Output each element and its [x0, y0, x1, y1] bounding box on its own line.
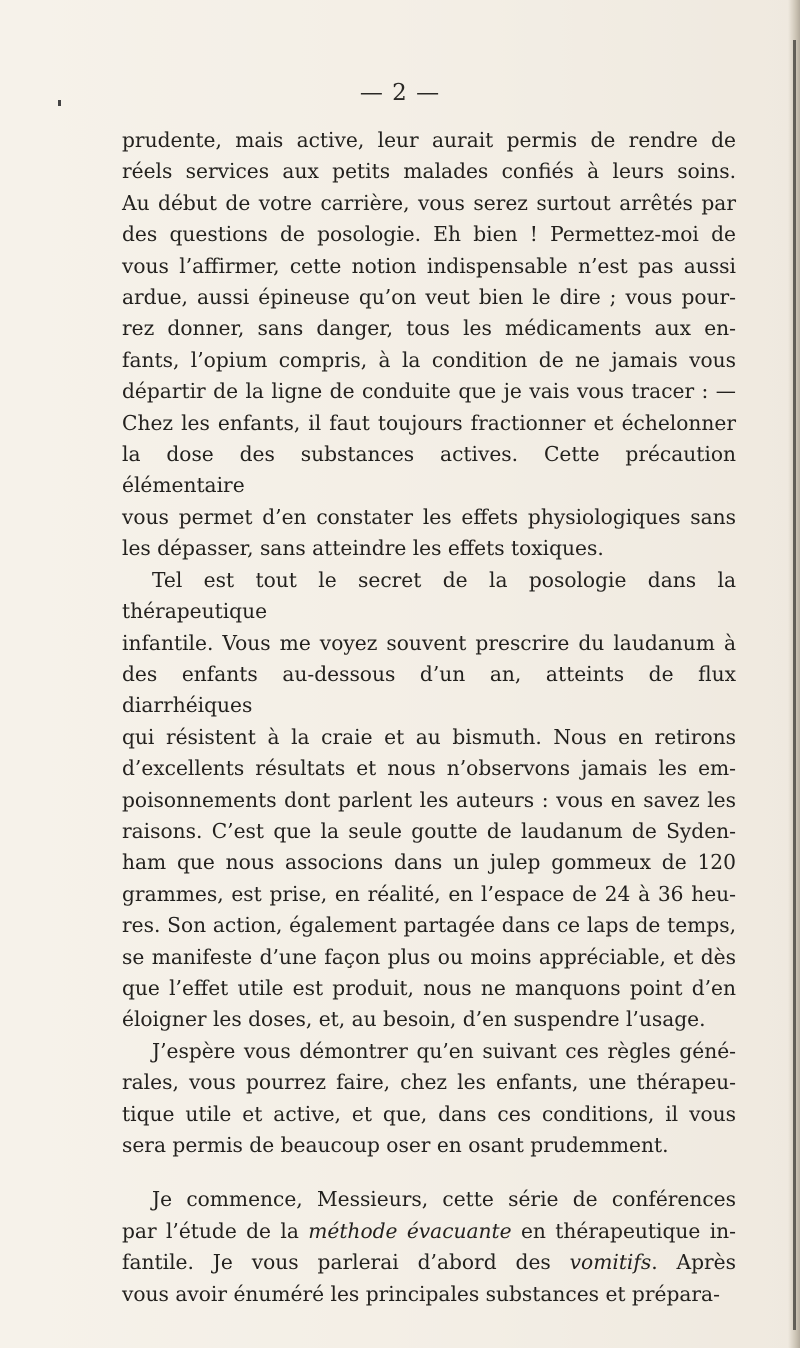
text-line: se manifeste d’une façon plus ou moins appréciable, et dès	[122, 944, 736, 969]
text-line: les dépasser, sans atteindre les effets toxiques.	[122, 536, 604, 561]
text-line	[122, 1216, 736, 1247]
italic-term-methode-evacuante: méthode évacuante	[308, 1218, 512, 1243]
text-run: . Après	[651, 1250, 736, 1275]
text-line: d’excellents résultats et nous n’observons jamais les em-	[122, 756, 736, 781]
italic-term-vomitifs: vomitifs	[569, 1250, 652, 1275]
text-line: ham que nous associons dans un julep gommeux de 120	[122, 850, 736, 875]
text-line: éloigner les doses, et, au besoin, d’en suspendre l’usage.	[122, 1007, 706, 1032]
text-line: vous l’affirmer, cette notion indispensable n’est pas aussi	[122, 253, 736, 278]
text-line: réels services aux petits malades confiés à leurs soins.	[122, 159, 736, 184]
text-line: fants, l’opium compris, à la condition de ne jamais vous	[122, 347, 736, 372]
text-run: en thérapeutique in-	[511, 1218, 736, 1243]
text-run: fantile. Je vous parlerai d’abord des	[122, 1250, 570, 1275]
text-line: Chez les enfants, il faut toujours fractionner et échelonner	[122, 410, 736, 435]
text-line: ardue, aussi épineuse qu’on veut bien le dire ; vous pour-	[122, 285, 736, 310]
text-line: J’espère vous démontrer qu’en suivant ces règles géné-	[152, 1038, 736, 1063]
text-line: infantile. Vous me voyez souvent prescrire du laudanum à	[122, 630, 736, 655]
text-line: des enfants au-dessous d’un an, atteints de flux diarrhéiques	[122, 661, 736, 718]
text-line: Tel est tout le secret de la posologie dans la thérapeutique	[122, 567, 736, 624]
paragraph-1	[122, 125, 736, 565]
paragraph-3	[122, 1036, 736, 1162]
text-line	[122, 1247, 736, 1278]
text-line: départir de la ligne de conduite que je vais vous tracer : —	[122, 379, 736, 404]
page-number: — 2 —	[359, 80, 441, 106]
text-line: sera permis de beaucoup oser en osant prudemment.	[122, 1133, 669, 1157]
text-line: rales, vous pourrez faire, chez les enfants, une thérapeu-	[122, 1070, 736, 1095]
text-run: par l’étude de la	[122, 1218, 309, 1243]
text-line: raisons. C’est que la seule goutte de laudanum de Syden-	[122, 818, 736, 843]
text-line: prudente, mais active, leur aurait permis de rendre de	[122, 128, 736, 152]
text-line: poisonnements dont parlent les auteurs : vous en savez les	[122, 787, 736, 812]
text-line: res. Son action, également partagée dans ce laps de temps,	[122, 913, 736, 938]
text-line: que l’effet utile est produit, nous ne manquons point d’en	[122, 975, 736, 1000]
page-edge-line	[793, 40, 796, 1330]
text-line: grammes, est prise, en réalité, en l’espace de 24 à 36 heu-	[122, 881, 736, 906]
text-line: vous avoir énuméré les principales substances et prépara-	[122, 1281, 720, 1306]
body-text	[122, 125, 736, 1310]
text-line: la dose des substances actives. Cette précaution élémentaire	[122, 442, 736, 498]
paragraph-4	[122, 1184, 736, 1310]
text-line: Je commence, Messieurs, cette série de conférences	[152, 1187, 736, 1212]
text-line: qui résistent à la craie et au bismuth. Nous en retirons	[122, 724, 736, 749]
paragraph-2	[122, 565, 736, 1036]
text-line: des questions de posologie. Eh bien ! Permettez-moi de	[122, 222, 736, 247]
text-line: Au début de votre carrière, vous serez surtout arrêtés par	[122, 190, 736, 215]
text-line: rez donner, sans danger, tous les médicaments aux en-	[122, 316, 736, 341]
text-line: tique utile et active, et que, dans ces conditions, il vous	[122, 1101, 736, 1126]
text-line: vous permet d’en constater les effets physiologiques sans	[122, 504, 736, 529]
